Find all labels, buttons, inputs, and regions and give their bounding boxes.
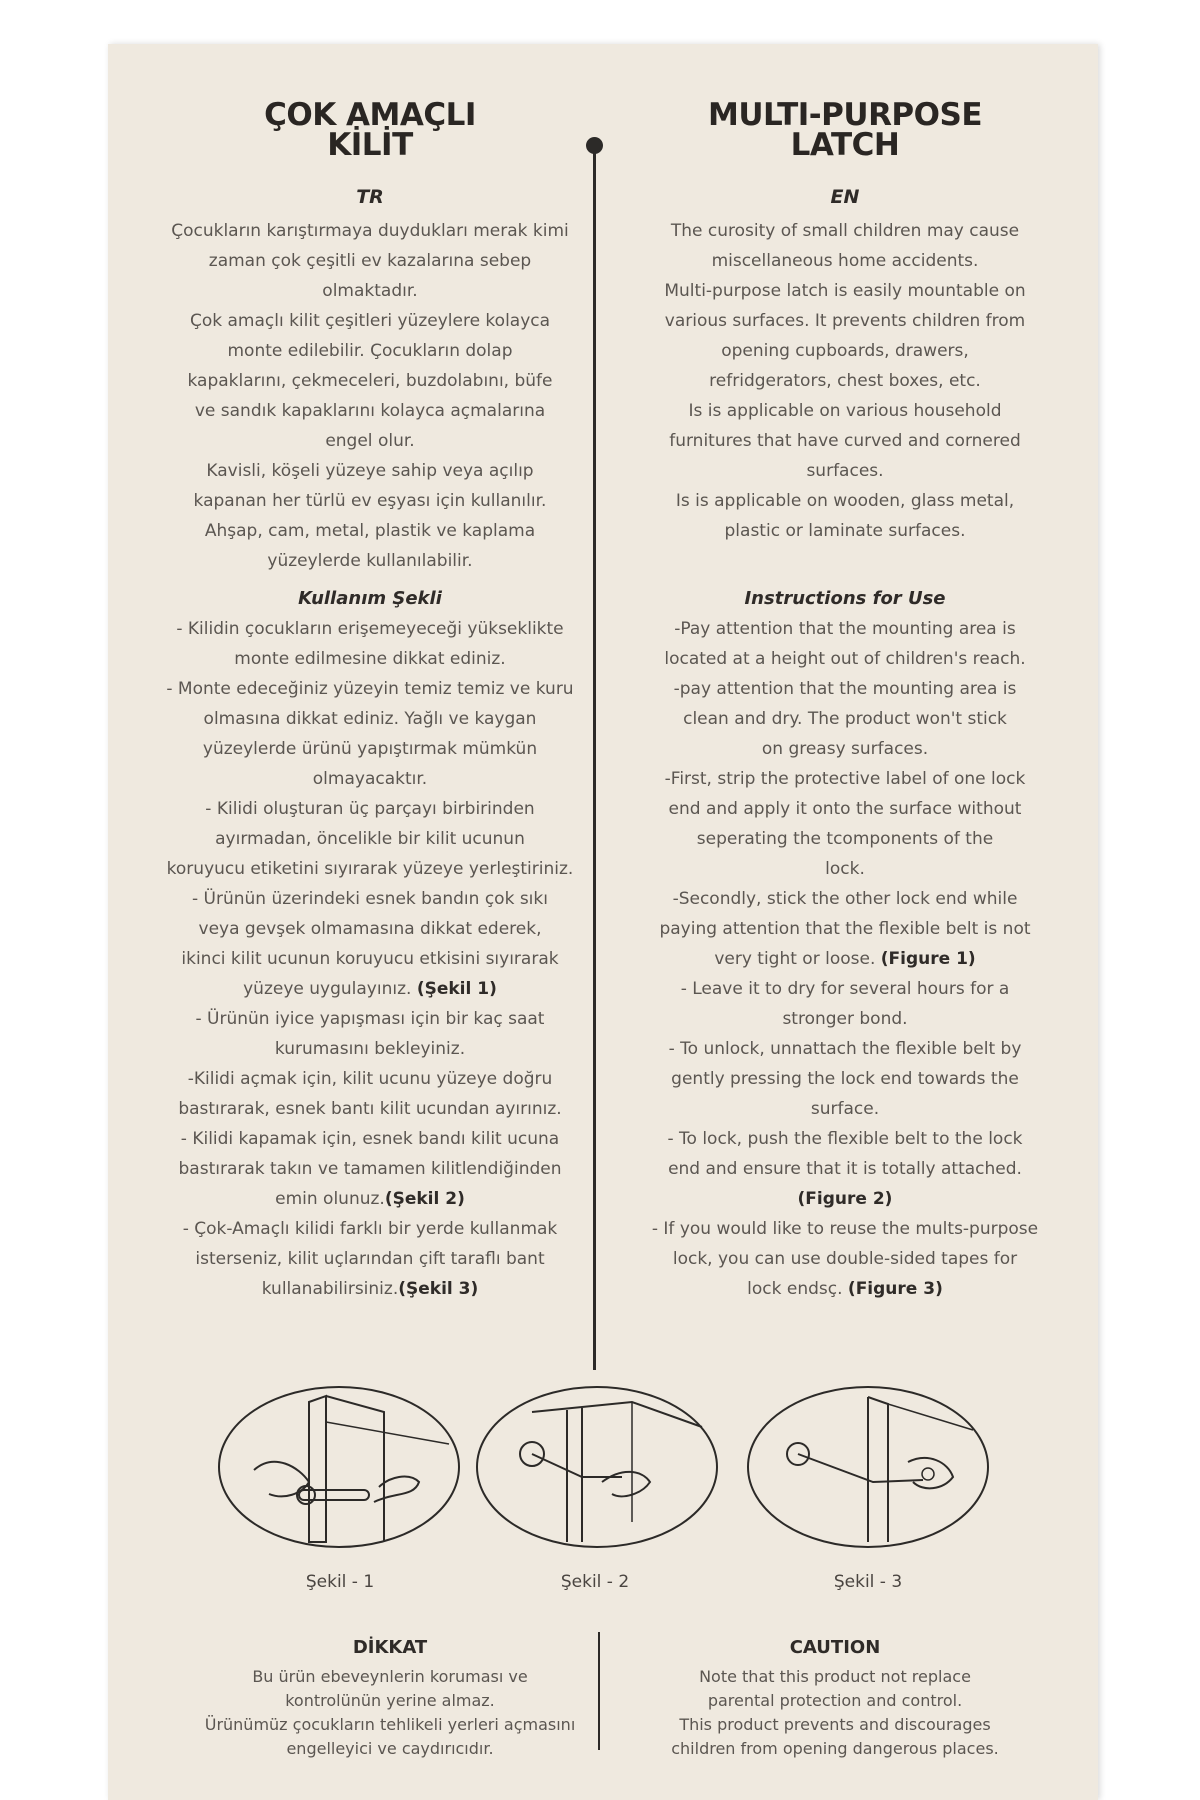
turkish-warning: [180, 1637, 600, 1761]
turkish-step-6: -Kilidi açmak için, kilit ucunu yüzeye doğru bastırarak, esnek bantı kilit ucundan ayırınız.: [178, 1069, 562, 1119]
turkish-step-7-text: - Kilidi kapamak için, esnek bandı kilit ucuna bastırarak takın ve tamamen kilitlendiğinden emin olunuz.: [178, 1129, 562, 1209]
warning-divider: [598, 1632, 600, 1750]
english-step-1: -Pay attention that the mounting area is located at a height out of children's reach.: [664, 619, 1026, 669]
english-warning: [630, 1637, 1040, 1761]
turkish-column: [150, 97, 590, 1304]
english-step-4: [630, 884, 1060, 974]
figure-3-label: Şekil - 3: [833, 1572, 903, 1592]
figure-2-illustration: [472, 1382, 722, 1552]
turkish-figure-ref-3: (Şekil 3): [398, 1279, 479, 1299]
turkish-warning-text: Bu ürün ebeveynlerin koruması ve kontrolünün yerine almaz. Ürünümüz çocukların tehlikeli yerleri açmasını engelleyici ve caydırıcıdır.: [204, 1667, 576, 1758]
turkish-figure-ref-1: (Şekil 1): [416, 979, 497, 999]
figure-2-label: Şekil - 2: [560, 1572, 630, 1592]
turkish-step-4: [150, 884, 590, 1004]
english-figure-ref-1: (Figure 1): [880, 949, 976, 969]
english-figure-ref-3: (Figure 3): [847, 1279, 943, 1299]
english-step-8: [630, 1214, 1060, 1304]
turkish-intro: Çocukların karıştırmaya duydukları merak kimi zaman çok çeşitli ev kazalarına sebep olmaktadır. Çok amaçlı kilit çeşitleri yüzeylere kolayca monte edilebilir. Çocukların dolap kapaklarını, çekmeceleri, buzdolabını, büfe ve sandık kapaklarını kolayca açmalarına engel olur. Kavisli, köşeli yüzeye sahip veya açılıp kapanan her türlü ev eşyası için kullanılır. Ahşap, cam, metal, plastik ve kaplama yüzeylerde kullanılabilir.: [171, 221, 569, 571]
turkish-step-2: - Monte edeceğiniz yüzeyin temiz temiz ve kuru olmasına dikkat ediniz. Yağlı ve kaygan yüzeylerde ürünü yapıştırmak mümkün olmayacaktır.: [166, 679, 574, 789]
english-title: MULTI-PURPOSE LATCH: [707, 97, 983, 163]
turkish-figure-ref-2: (Şekil 2): [384, 1189, 465, 1209]
english-warning-text: Note that this product not replace parental protection and control. This product prevents and discourages children from opening dangerous places.: [671, 1667, 999, 1758]
figure-1-label: Şekil - 1: [305, 1572, 375, 1592]
english-step-8-text: - If you would like to reuse the mults-purpose lock, you can use double-sided tapes for lock endsç.: [651, 1219, 1039, 1299]
column-divider: [593, 150, 596, 1370]
turkish-usage-title: Kullanım Şekli: [298, 588, 442, 609]
turkish-step-8-text: - Çok-Amaçlı kilidi farklı bir yerde kullanmak isterseniz, kilit uçlarından çift taraflı bant kullanabilirsiniz.: [182, 1219, 558, 1299]
turkish-step-8: [150, 1214, 590, 1304]
english-step-4-text: -Secondly, stick the other lock end while paying attention that the flexible belt is not very tight or loose.: [659, 889, 1031, 969]
english-column: [630, 97, 1060, 1304]
english-step-7: [630, 1124, 1060, 1214]
figure-3-illustration: [743, 1382, 993, 1552]
turkish-step-7: [150, 1124, 590, 1214]
english-warning-title: CAUTION: [789, 1637, 881, 1658]
figure-1-illustration: [214, 1382, 464, 1552]
turkish-step-4-text: - Ürünün üzerindeki esnek bandın çok sıkı veya gevşek olmamasına dikkat ederek, ikinci kilit ucunun koruyucu etkisini sıyırarak yüzeye uygulayınız.: [181, 889, 559, 999]
english-figure-ref-2: (Figure 2): [797, 1189, 893, 1209]
english-step-2: -pay attention that the mounting area is clean and dry. The product won't stick on greasy surfaces.: [673, 679, 1017, 759]
english-lang-label: EN: [830, 186, 860, 208]
english-step-3: -First, strip the protective label of one lock end and apply it onto the surface without seperating the tcomponents of the lock.: [664, 769, 1026, 879]
turkish-warning-title: DİKKAT: [352, 1637, 428, 1658]
english-step-7-text: - To lock, push the flexible belt to the lock end and ensure that it is totally attached.: [667, 1129, 1023, 1179]
english-usage-title: Instructions for Use: [744, 588, 946, 609]
english-step-5: - Leave it to dry for several hours for a stronger bond.: [680, 979, 1010, 1029]
turkish-title: ÇOK AMAÇLI KİLİT: [264, 97, 476, 163]
turkish-lang-label: TR: [356, 186, 384, 208]
turkish-step-1: - Kilidin çocukların erişemeyeceği yükseklikte monte edilmesine dikkat ediniz.: [176, 619, 564, 669]
english-step-6: - To unlock, unnattach the flexible belt by gently pressing the lock end towards the surface.: [668, 1039, 1022, 1119]
turkish-step-3: - Kilidi oluşturan üç parçayı birbirinden ayırmadan, öncelikle bir kilit ucunun koruyucu etiketini sıyırarak yüzeye yerleştiriniz.: [166, 799, 574, 879]
turkish-step-5: - Ürünün iyice yapışması için bir kaç saat kurumasını bekleyiniz.: [195, 1009, 545, 1059]
english-intro: The curosity of small children may cause miscellaneous home accidents. Multi-purpose latch is easily mountable on various surfaces. It prevents children from opening cupboards, drawers, refridgerators, chest boxes, etc. Is is applicable on various household furnitures that have curved and cornered surfaces. Is is applicable on wooden, glass metal, plastic or laminate surfaces.: [664, 221, 1026, 541]
